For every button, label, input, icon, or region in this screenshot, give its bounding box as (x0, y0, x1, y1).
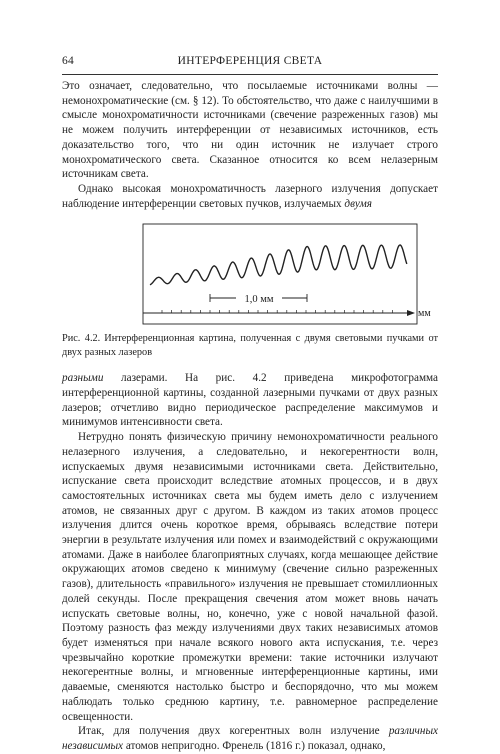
page-header (62, 55, 438, 73)
interference-curve (150, 245, 407, 285)
figure-caption (62, 332, 438, 360)
paragraph-3-italic: разными (62, 372, 104, 385)
paragraph-5 (62, 724, 438, 753)
paragraph-5-text-a: Итак, для получения двух когерентных волн излучение (78, 725, 389, 738)
page-number: 64 (62, 55, 75, 67)
paragraph-5-text-b: атомов непригодно. Френель (1816 г.) показал, однако, (123, 739, 386, 752)
paragraph-1: Это означает, следовательно, что посылаемые источниками волны — немонохроматические (см. § 12). То обстоятельство, что даже с наилучшими в смысле монохроматичности источниками (свечение разреженных газов) мы не можем получить интерференции от независимых источников, есть доказательство того, что ни один источник не излучает строго монохроматического света. Сказанное относится ко всем нелазерным источникам света. (62, 80, 438, 181)
axis-unit: мм (418, 308, 431, 320)
caption-number: Рис. 4.2. (62, 333, 101, 345)
interferogram (62, 222, 438, 328)
figure-4-2 (62, 222, 438, 328)
paragraph-4: Нетрудно понять физическую причину немонохроматичности реального нелазерного излучения, а следовательно, и некогерентности волн, испускаемых двумя независимыми источниками света. Действительно, испускание света происходит вследствие атомных процессов, и в двух самостоятельных источниках света мы будем иметь дело с излучением атомов, не связанных друг с другом. В каждом из таких атомов процесс излучения длится очень короткое время, обрываясь вследствие потери энергии в результате излучения или помех и взаимодействий с окружающими атомами. Даже в наиболее благоприятных случаях, когда мешающее действие окружающих атомов сведено к минимуму (свечение сильно разреженных газов), длительность «правильного» излучения не превышает стомиллионных долей секунды. После прекращения свечения атом может вновь начать испускать световые волны, но, конечно, уже с новой начальной фазой. Поэтому разность фаз между излучениями двух таких независимых атомов будет изменяться при начале всякого нового акта испускания, т.е. через чрезвычайно короткие промежутки времени: такие источники излучают некогерентные волны, и мгновенные интерференционные картины, ими даваемые, сменяются настолько быстро и беспорядочно, что мы можем наблюдать только среднюю картину, т.е. равномерное распределение освещенности. (62, 431, 438, 723)
paragraph-3 (62, 371, 438, 430)
axis-ticks (162, 310, 392, 313)
paragraph-5-italic: различных независимых (62, 725, 438, 752)
scale-label: 1,0 мм (244, 294, 274, 306)
header-rule (62, 74, 438, 75)
caption-text: Интерференционная картина, полученная с двумя световыми пучками от двух разных лазеров (62, 333, 438, 359)
running-title: ИНТЕРФЕРЕНЦИЯ СВЕТА (177, 55, 323, 67)
paragraph-2-text: Однако высокая монохроматичность лазерного излучения допускает наблюдение интерференции световых пучков, излучаемых (62, 182, 438, 210)
paragraph-2 (62, 182, 438, 211)
axis-arrow-icon (407, 310, 415, 316)
paragraph-3-text: лазерами. На рис. 4.2 приведена микрофотограмма интерференционной картины, созданной лазерными пучками от двух разных лазеров; отчетливо видно периодическое распределение максимумов и минимумов интенсивности света. (62, 372, 438, 429)
paragraph-2-italic: двумя (344, 197, 372, 210)
